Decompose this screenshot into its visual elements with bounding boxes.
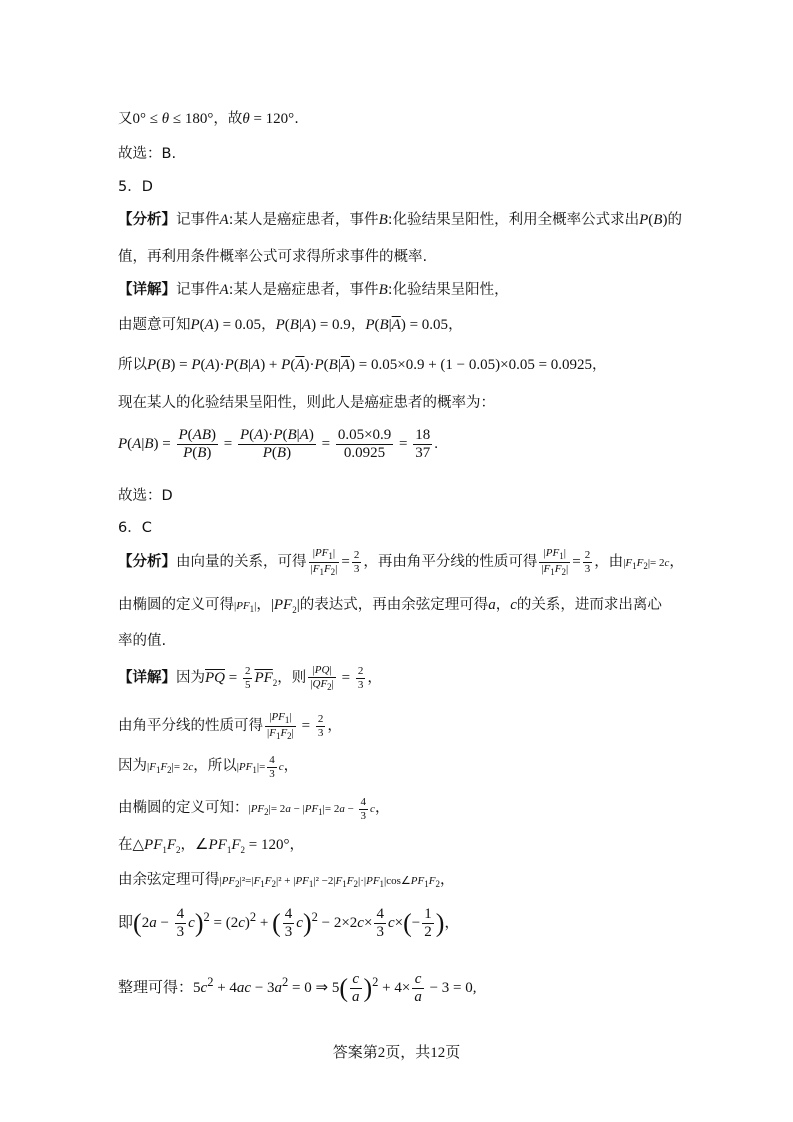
item-5-heading: 5．D: [118, 179, 153, 195]
analysis-5-line-1: 【分析】记事件A:某人是癌症患者，事件B:化验结果呈阳性，利用全概率公式求出P(B)的: [118, 212, 682, 228]
detail-5-line-3: 所以$P(B) = P(A)\cdot P(B|A) + P(\overline{A})\cdot P(B|\overline{A}) = 0.05\times 0.9 + (1 - 0.05)\times 0.05 = 0.0925$，: [118, 357, 607, 373]
detail-6-line-5: 在$\triangle PF_1F_2$，$\angle PF_1F_2 = 120^\circ$，: [118, 837, 304, 855]
detail-6-line-1: 【详解】因为$\overline{PQ}$ = $\frac{2}{5}$ $\overline{PF}_2$，则 $\frac{|PQ|}{|QF_2|}$ = $\frac{2}{3}$ ，: [118, 664, 382, 693]
analysis-5-line-2: 值，再利用条件概率公式可求得所求事件的概率.: [118, 249, 428, 265]
analysis-6-line-1: 【分析】由向量的关系，可得 $\frac{|PF_1|}{|F_1F_2|}$ = $\frac{2}{3}$ ，再由角平分线的性质可得 $\frac{|PF_1|}{|F_1F_2|}$ = $\frac{2}{3}$ ，由$|F_1F_2|= 2c$，: [118, 547, 684, 578]
detail-6-line-3: 因为$|F_1F_2|= 2c$，所以$|PF_1|=$ $\frac{4}{3}$ c，: [118, 754, 299, 780]
item-6-heading: 6．C: [118, 520, 152, 536]
detail-5-formula: P(A|B) = $\frac{P(AB)}{P(B)}$ = $\frac{P(A)\cdot P(B|A)}{P(B)}$ = $\frac{0.05\times 0.9}{0.0925}$ = $\frac{18}{37}$ .: [118, 427, 438, 461]
page-footer: 答案第2页，共12页: [332, 1045, 461, 1061]
analysis-6-line-3: 率的值.: [118, 633, 167, 649]
detail-6-line-2: 由角平分线的性质可得 $\frac{|PF_1|}{|F_1F_2|}$ = $\frac{2}{3}$ ，: [118, 711, 342, 742]
detail-5-line-2: 由题意可知P(A) = 0.05，P(B|A) = 0.9，$P(B|\overline{A}) = 0.05$，: [118, 317, 463, 333]
detail-5-line-1: 【详解】记事件A:某人是癌症患者，事件B:化验结果呈阳性，: [118, 282, 509, 298]
detail-5-line-4: 现在某人的化验结果呈阳性，则此人是癌症患者的概率为：: [118, 395, 495, 411]
line-11: 故选：D: [118, 488, 173, 504]
detail-6-line-4: 由椭圆的定义可知：$|PF_2|= 2a - |PF_1|= 2a$ − $\frac{4}{3}$ c，: [118, 796, 390, 822]
line-1: [118, 112, 299, 127]
line-2: 故选：B.: [118, 146, 177, 162]
detail-6-line-6: 由余弦定理可得$|PF_2|^2=|F_1F_2|^2 + |PF_1|^2$ $-2|F_1F_2|\cdot|PF_1|\cos\angle PF_1F_2$，: [118, 872, 455, 890]
detail-6-line-7: 即(2a − $\frac{4}{3}$ $c)^2 = (2c)^2$ + ( $\frac{4}{3}$ c)$^2$ − 2×2c× $\frac{4}{3}$ c×(− $\frac{1}{2}$ )，: [118, 906, 460, 940]
detail-6-line-8: 整理可得：$5c^2 + 4ac - 3a^2 = 0$ ⇒ 5( $\frac{c}{a}$ )$^2$ + 4× $\frac{c}{a}$ − 3 = 0,: [118, 971, 477, 1005]
line-1-text: 又0° ≤ θ ≤ 180°，故θ = 120°.: [118, 111, 299, 127]
analysis-6-line-2: 由椭圆的定义可得$|PF_1|$，$|PF_2|$的表达式，再由余弦定理可得a，c的关系，进而求出离心: [118, 597, 662, 615]
